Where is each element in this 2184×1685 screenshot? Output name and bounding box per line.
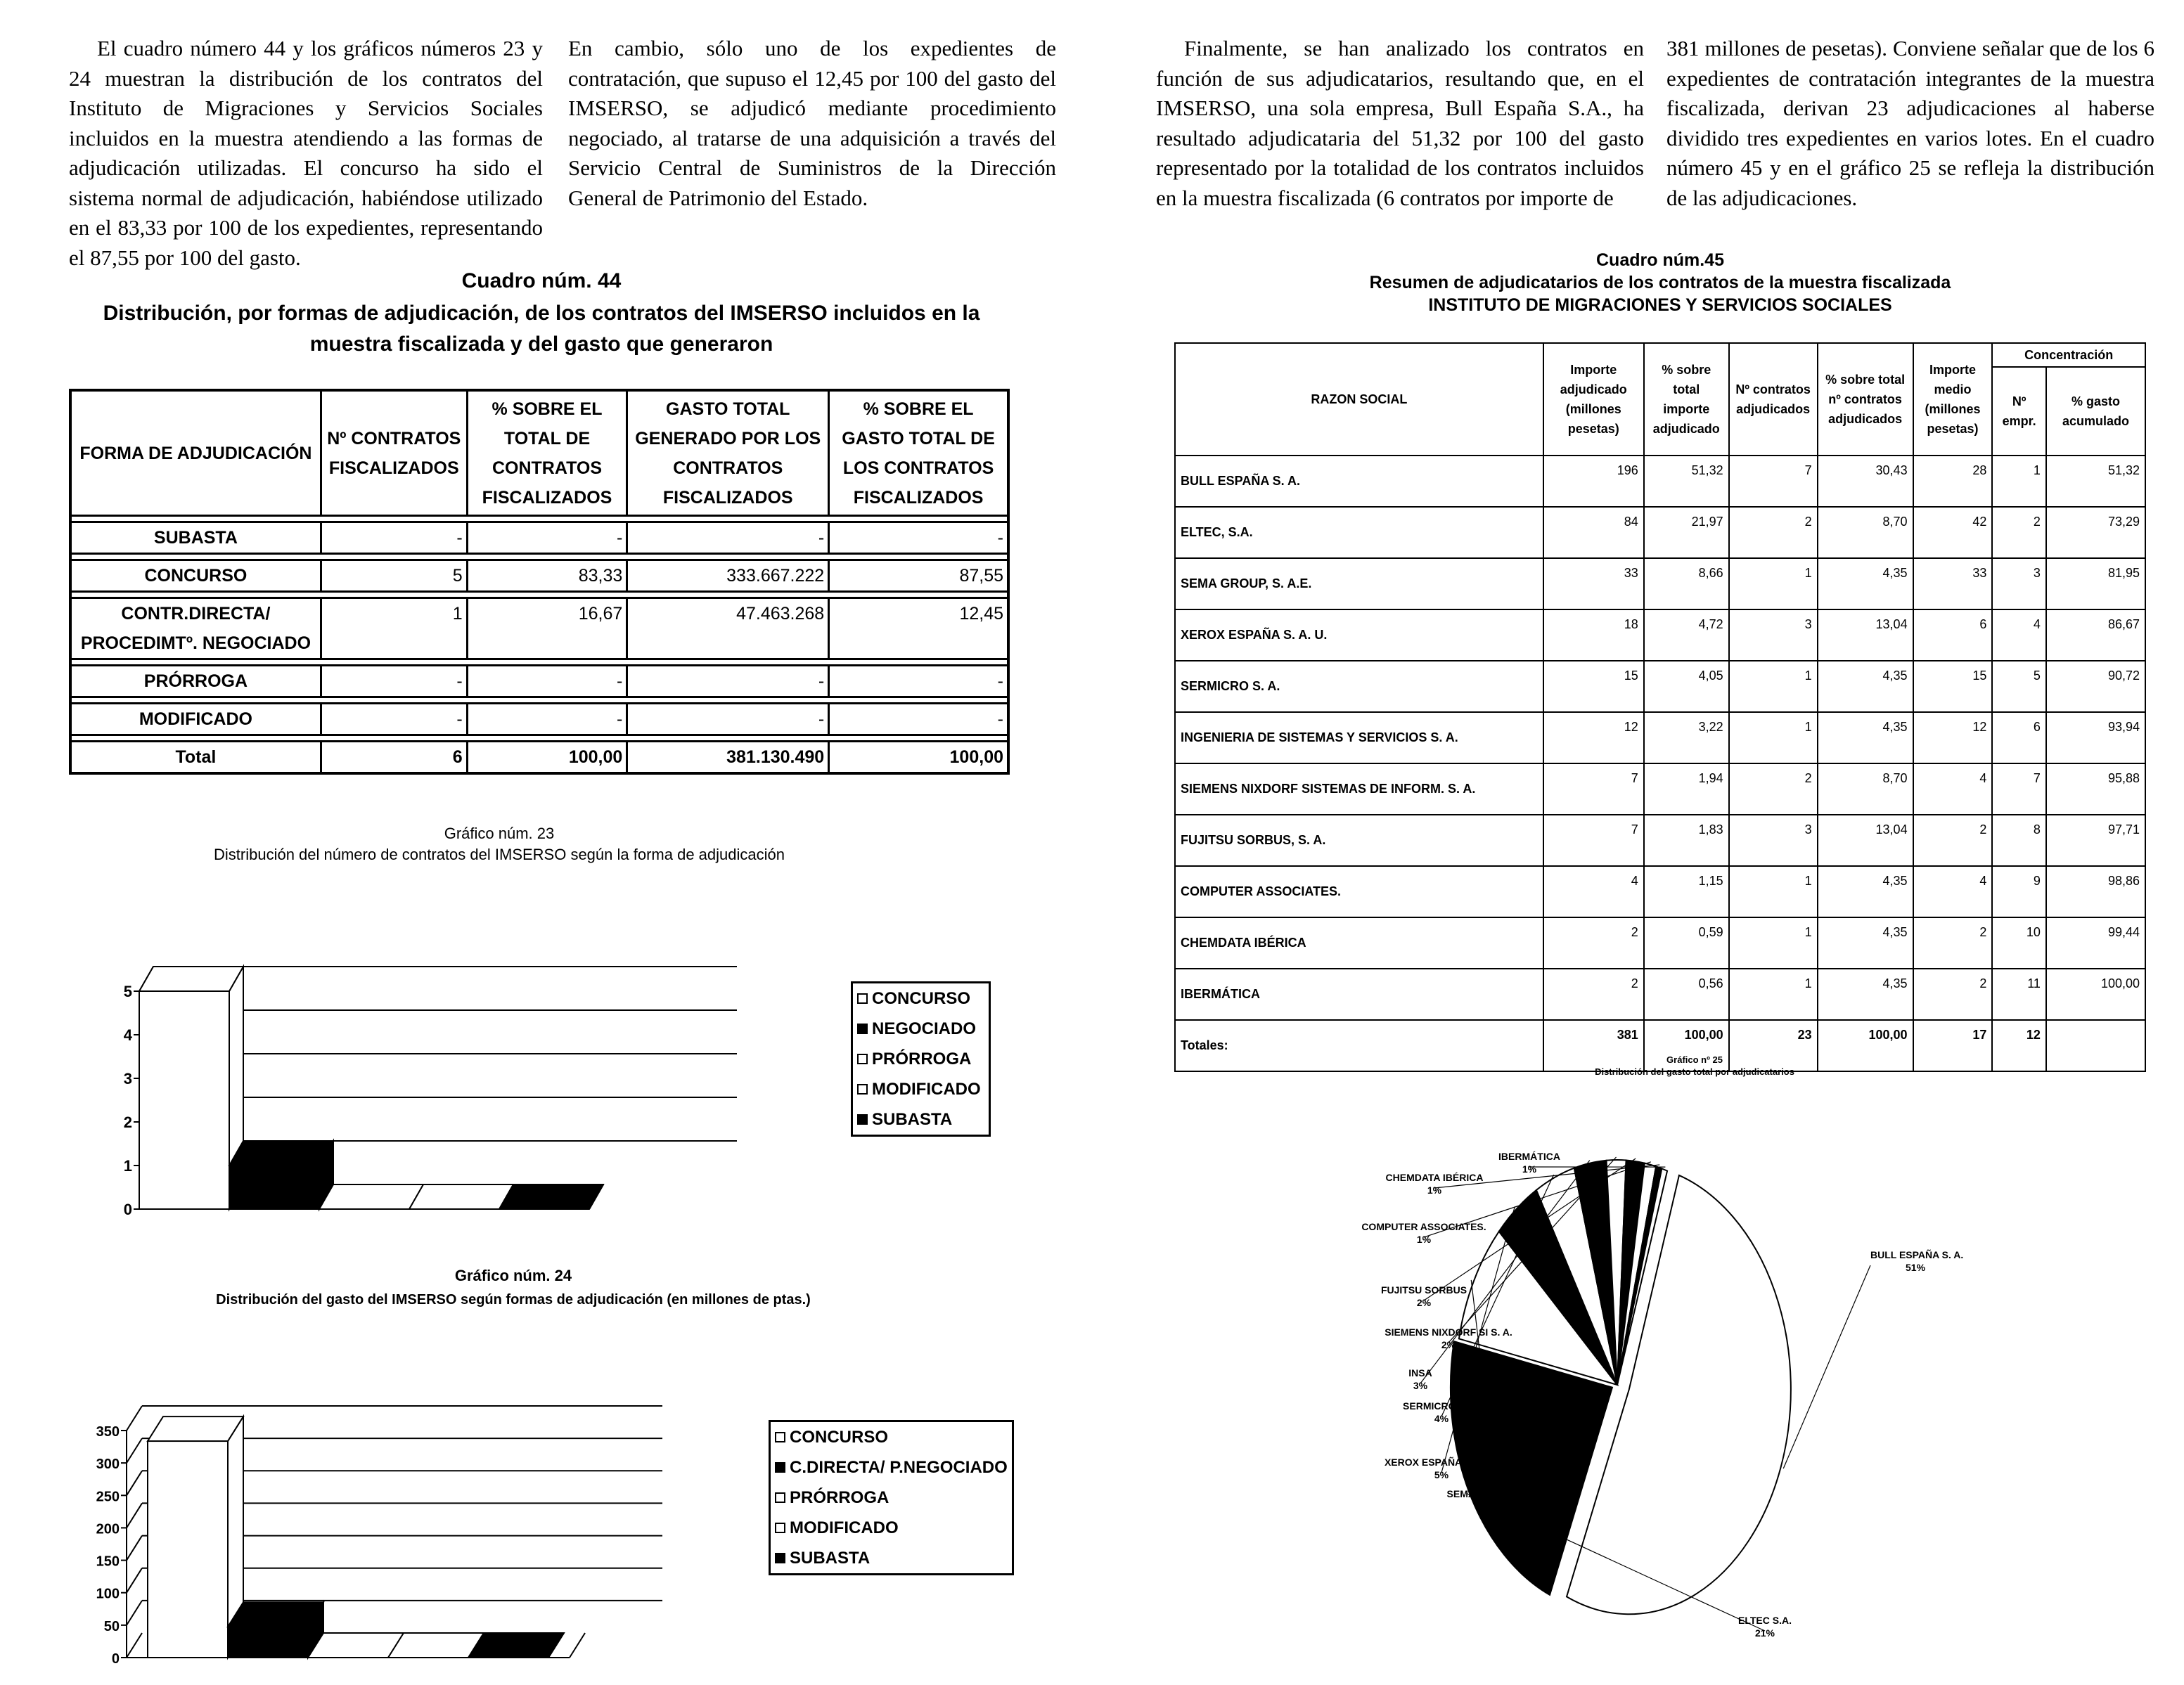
- cuadro45-title: Cuadro núm.45: [1596, 250, 1724, 270]
- cell-gasto: -: [627, 704, 829, 735]
- gridline-depth: [127, 1471, 142, 1495]
- grafico23-chart: [105, 907, 759, 1223]
- cell-forma: SUBASTA: [70, 522, 321, 554]
- pie-percent: 4%: [1434, 1413, 1449, 1424]
- bar-top: [319, 1184, 423, 1209]
- cuadro44-table: [69, 389, 1010, 775]
- cell-n: 7: [1729, 456, 1818, 507]
- y-tick-label: 250: [96, 1489, 120, 1505]
- pie-label: SIEMENS NIXDORF SI S. A.: [1385, 1326, 1512, 1338]
- cell-pct-gasto: -: [829, 704, 1008, 735]
- cell-pctn: 4,35: [1818, 558, 1913, 609]
- cell-nemp: 10: [1992, 917, 2046, 969]
- header-pct-contratos: % sobre total nº contratos adjudicados: [1818, 343, 1913, 456]
- bar-top: [499, 1184, 603, 1209]
- cell-importe: 2: [1543, 917, 1644, 969]
- header-gasto-total: GASTO TOTAL GENERADO POR LOS CONTRATOS FISCALIZADOS: [627, 390, 829, 516]
- grafico25-title: Gráfico nº 25: [1666, 1054, 1723, 1065]
- cell-gasto: -: [627, 522, 829, 554]
- table-row: [70, 522, 1008, 554]
- bar-top: [139, 967, 243, 991]
- cell-acum: 73,29: [2046, 507, 2145, 558]
- header-n-contratos: Nº CONTRATOS FISCALIZADOS: [321, 390, 467, 516]
- header-medio: Importe medio (millones pesetas): [1913, 343, 1993, 456]
- legend-swatch: [857, 1054, 868, 1064]
- legend-swatch: [775, 1432, 785, 1442]
- cell-name: SEMA GROUP, S. A.E.: [1175, 558, 1543, 609]
- legend-item: [771, 1422, 1012, 1452]
- table-row: [1175, 609, 2145, 661]
- gridline-depth: [127, 1568, 142, 1593]
- cell-medio: 17: [1913, 1020, 1993, 1071]
- cell-acum: 97,71: [2046, 815, 2145, 866]
- legend-swatch: [857, 1114, 868, 1125]
- cell-medio: 6: [1913, 609, 1993, 661]
- cell-importe: 2: [1543, 969, 1644, 1020]
- pie-label: SEMA GROUP, S. A.E.: [1446, 1488, 1549, 1499]
- cell-importe: 12: [1543, 712, 1644, 763]
- cell-importe: 7: [1543, 763, 1644, 815]
- cell-n: 3: [1729, 815, 1818, 866]
- legend-item: [853, 1074, 989, 1104]
- y-tick-label: 5: [123, 983, 132, 1000]
- legend-swatch: [857, 1084, 868, 1095]
- cell-forma: CONTR.DIRECTA/ PROCEDIMTº. NEGOCIADO: [70, 598, 321, 659]
- cell-n: 1: [1729, 558, 1818, 609]
- cell-acum: 90,72: [2046, 661, 2145, 712]
- pie-percent: 1%: [1416, 1234, 1432, 1245]
- cell-name: SERMICRO S. A.: [1175, 661, 1543, 712]
- cell-importe: 15: [1543, 661, 1644, 712]
- cuadro45-table: [1174, 342, 2146, 1072]
- y-tick-label: 0: [123, 1201, 132, 1218]
- header-n-contratos: Nº contratos adjudicados: [1729, 343, 1818, 456]
- pie-label: IBERMÁTICA: [1498, 1151, 1560, 1162]
- legend-swatch: [857, 1024, 868, 1034]
- pie-percent: 21%: [1754, 1627, 1775, 1639]
- bar-front: [229, 1166, 319, 1209]
- cell-pct: 1,15: [1644, 866, 1729, 917]
- table-row: [1175, 507, 2145, 558]
- cell-medio: 4: [1913, 866, 1993, 917]
- gridline-depth: [127, 1503, 142, 1528]
- cell-acum: 98,86: [2046, 866, 2145, 917]
- grafico23-title: Gráfico núm. 23: [444, 825, 555, 842]
- cell-name: IBERMÁTICA: [1175, 969, 1543, 1020]
- cell-pct: 100,00: [1644, 1020, 1729, 1071]
- cell-medio: 28: [1913, 456, 1993, 507]
- y-tick-label: 100: [96, 1586, 120, 1602]
- cell-importe: 4: [1543, 866, 1644, 917]
- cell-forma: PRÓRROGA: [70, 666, 321, 697]
- grafico25-chart: [1336, 1139, 2039, 1645]
- pie-label: SERMICRO S. A.: [1403, 1400, 1480, 1412]
- pie-percent: 2%: [1441, 1339, 1456, 1350]
- cell-nemp: 1: [1992, 456, 2046, 507]
- header-forma: FORMA DE ADJUDICACIÓN: [70, 390, 321, 516]
- cell-acum: 86,67: [2046, 609, 2145, 661]
- cell-pctn: 4,35: [1818, 712, 1913, 763]
- cell-nemp: 7: [1992, 763, 2046, 815]
- legend-item: [771, 1543, 1012, 1573]
- cell-acum: 95,88: [2046, 763, 2145, 815]
- legend-swatch: [857, 993, 868, 1004]
- legend-item: [853, 983, 989, 1014]
- cell-nemp: 4: [1992, 609, 2046, 661]
- cuadro44-header-row: [70, 390, 1008, 516]
- table-row: [1175, 456, 2145, 507]
- cell-pctn: 100,00: [1818, 1020, 1913, 1071]
- cell-n: 2: [1729, 507, 1818, 558]
- cell-medio: 2: [1913, 917, 1993, 969]
- cell-nemp: 2: [1992, 507, 2046, 558]
- cell-medio: 2: [1913, 815, 1993, 866]
- table-row: [1175, 866, 2145, 917]
- header-razon: RAZON SOCIAL: [1175, 343, 1543, 456]
- cell-n: 1: [321, 598, 467, 659]
- cell-importe: 84: [1543, 507, 1644, 558]
- y-tick-label: 50: [103, 1618, 120, 1634]
- bar-top: [229, 1141, 333, 1166]
- cell-pct: 3,22: [1644, 712, 1729, 763]
- legend-label: SUBASTA: [872, 1109, 953, 1129]
- cell-name: FUJITSU SORBUS, S. A.: [1175, 815, 1543, 866]
- legend-label: NEGOCIADO: [872, 1019, 977, 1038]
- cell-name: SIEMENS NIXDORF SISTEMAS DE INFORM. S. A.: [1175, 763, 1543, 815]
- cell-pct: 4,05: [1644, 661, 1729, 712]
- pie-label: COMPUTER ASSOCIATES.: [1361, 1221, 1486, 1232]
- cell-acum: 81,95: [2046, 558, 2145, 609]
- cell-name: COMPUTER ASSOCIATES.: [1175, 866, 1543, 917]
- pie-label: XEROX ESPAÑA S. A. U.: [1384, 1457, 1499, 1468]
- cell-gasto: 47.463.268: [627, 598, 829, 659]
- cell-pctn: 8,70: [1818, 507, 1913, 558]
- cell-name: INGENIERIA DE SISTEMAS Y SERVICIOS S. A.: [1175, 712, 1543, 763]
- y-tick-label: 2: [123, 1113, 132, 1131]
- cell-pctn: 4,35: [1818, 866, 1913, 917]
- cell-pct: 0,59: [1644, 917, 1729, 969]
- cell-medio: 2: [1913, 969, 1993, 1020]
- legend-label: SUBASTA: [790, 1548, 871, 1568]
- y-tick-label: 300: [96, 1457, 120, 1473]
- cell-nemp: 8: [1992, 815, 2046, 866]
- y-tick-label: 200: [96, 1521, 120, 1537]
- cell-medio: 33: [1913, 558, 1993, 609]
- header-pct-contratos: % SOBRE EL TOTAL DE CONTRATOS FISCALIZADOS: [467, 390, 627, 516]
- legend-item: [771, 1513, 1012, 1543]
- cell-n: -: [321, 522, 467, 554]
- table-row: [1175, 712, 2145, 763]
- grafico24-subtitle: Distribución del gasto del IMSERSO según formas de adjudicación (en millones de ptas.): [216, 1292, 811, 1308]
- cell-n: 3: [1729, 609, 1818, 661]
- grafico24-legend: [769, 1420, 1014, 1575]
- legend-label: PRÓRROGA: [872, 1049, 972, 1069]
- header-n-empr: Nº empr.: [1992, 367, 2046, 456]
- cell-nemp: 9: [1992, 866, 2046, 917]
- header-pct-importe: % sobre total importe adjudicado: [1644, 343, 1729, 456]
- cell-pct-gasto: 12,45: [829, 598, 1008, 659]
- legend-item: [771, 1483, 1012, 1513]
- cuadro45-subtitle: Resumen de adjudicatarios de los contratos de la muestra fiscalizada: [1369, 273, 1951, 292]
- cell-pctn: 8,70: [1818, 763, 1913, 815]
- cell-acum: 51,32: [2046, 456, 2145, 507]
- pie-label: FUJITSU SORBUS: [1380, 1284, 1467, 1296]
- pie-label: BULL ESPAÑA S. A.: [1870, 1249, 1964, 1260]
- pie-percent: 9%: [1490, 1501, 1505, 1512]
- legend-item: [771, 1452, 1012, 1483]
- cell-pctn: 13,04: [1818, 815, 1913, 866]
- y-tick-label: 150: [96, 1554, 120, 1570]
- y-tick-label: 1: [123, 1157, 132, 1175]
- pie-percent: 1%: [1522, 1163, 1537, 1175]
- table-row: [70, 598, 1008, 659]
- header-pct-acum: % gasto acumulado: [2046, 367, 2145, 456]
- bar-top: [228, 1602, 323, 1627]
- y-tick-label: 3: [123, 1070, 132, 1087]
- cell-n: 6: [321, 742, 467, 774]
- cuadro44-title: Cuadro núm. 44: [461, 269, 622, 292]
- cell-forma: MODIFICADO: [70, 704, 321, 735]
- cell-pct: -: [467, 666, 627, 697]
- legend-label: PRÓRROGA: [790, 1487, 889, 1507]
- table-row: [1175, 661, 2145, 712]
- legend-label: CONCURSO: [872, 988, 971, 1008]
- cell-n: 1: [1729, 866, 1818, 917]
- cell-pctn: 13,04: [1818, 609, 1913, 661]
- bar-top: [468, 1633, 564, 1658]
- cell-name: XEROX ESPAÑA S. A. U.: [1175, 609, 1543, 661]
- cell-n: 1: [1729, 712, 1818, 763]
- cell-pctn: 4,35: [1818, 969, 1913, 1020]
- cell-importe: 18: [1543, 609, 1644, 661]
- cell-acum: 93,94: [2046, 712, 2145, 763]
- legend-label: C.DIRECTA/ P.NEGOCIADO: [790, 1457, 1008, 1477]
- legend-item: [853, 1014, 989, 1044]
- cuadro45-header-row: [1175, 343, 2145, 367]
- cell-pct-gasto: -: [829, 522, 1008, 554]
- cell-n: 23: [1729, 1020, 1818, 1071]
- text-column-2: En cambio, sólo uno de los expedientes de contratación, que supuso el 12,45 por 100 del gasto del IMSERSO, se adjudicó mediante procedimiento negociado, al tratarse de una adquisición a través del Servicio Central de Suministros de la Dirección General de Patrimonio del Estado.: [568, 36, 1056, 210]
- cell-pct: -: [467, 522, 627, 554]
- cell-acum: [2046, 1020, 2145, 1071]
- gridline-depth: [127, 1536, 142, 1561]
- cell-pct: 0,56: [1644, 969, 1729, 1020]
- bar-front: [148, 1441, 228, 1658]
- text-column-4: 381 millones de pesetas). Conviene señalar que de los 6 expedientes de contratación integrantes de la muestra fiscalizada, derivan 23 adjudicaciones al haberse dividido tres expedientes en varios lotes. En el cuadro número 45 y en el gráfico 25 se refleja la distribución de las adjudicaciones.: [1666, 36, 2154, 210]
- cell-pct: 51,32: [1644, 456, 1729, 507]
- table-row: [1175, 917, 2145, 969]
- cell-pct: 8,66: [1644, 558, 1729, 609]
- cell-n: 1: [1729, 969, 1818, 1020]
- gridline-depth: [127, 1601, 142, 1625]
- legend-label: CONCURSO: [790, 1427, 889, 1447]
- header-pct-gasto: % SOBRE EL GASTO TOTAL DE LOS CONTRATOS FISCALIZADOS: [829, 390, 1008, 516]
- table-row: [70, 704, 1008, 735]
- cell-pctn: 30,43: [1818, 456, 1913, 507]
- cell-pct: 100,00: [467, 742, 627, 774]
- cell-medio: 12: [1913, 712, 1993, 763]
- legend-item: [853, 1044, 989, 1074]
- pie-label: INSA: [1408, 1367, 1432, 1379]
- cell-n: -: [321, 704, 467, 735]
- y-tick-label: 350: [96, 1424, 120, 1440]
- bar-top: [409, 1184, 513, 1209]
- legend-swatch: [775, 1462, 785, 1473]
- cell-medio: 42: [1913, 507, 1993, 558]
- cell-pct: 83,33: [467, 560, 627, 592]
- grafico24-chart: [91, 1350, 710, 1666]
- table-row: [1175, 558, 2145, 609]
- pie-percent: 2%: [1416, 1297, 1432, 1308]
- text-column-3: Finalmente, se han analizado los contratos en función de sus adjudicatarios, resultando que, en el IMSERSO, una sola empresa, Bull España S.A., ha resultado adjudicataria del 51,32 por 100 del gasto representado por la totalidad de los contratos incluidos en la muestra fiscalizada (6 contratos por importe de: [1156, 36, 1644, 210]
- pie-percent: 1%: [1427, 1184, 1442, 1196]
- legend-swatch: [775, 1492, 785, 1503]
- pie-label: CHEMDATA IBÉRICA: [1385, 1172, 1484, 1183]
- gridline-depth: [127, 1406, 142, 1431]
- legend-label: MODIFICADO: [872, 1079, 981, 1099]
- legend-item: [853, 1104, 989, 1135]
- cell-medio: 4: [1913, 763, 1993, 815]
- cell-importe: 7: [1543, 815, 1644, 866]
- cell-gasto: 381.130.490: [627, 742, 829, 774]
- bar-top: [308, 1633, 404, 1658]
- cell-name: BULL ESPAÑA S. A.: [1175, 456, 1543, 507]
- pie-percent: 3%: [1413, 1380, 1428, 1391]
- bar-top: [148, 1416, 243, 1441]
- cell-pct-gasto: 87,55: [829, 560, 1008, 592]
- legend-label: MODIFICADO: [790, 1518, 899, 1537]
- grafico23-legend: [851, 981, 991, 1137]
- cell-forma: Total: [70, 742, 321, 774]
- cell-importe: 381: [1543, 1020, 1644, 1071]
- grafico24-title: Gráfico núm. 24: [454, 1267, 572, 1284]
- cell-gasto: -: [627, 666, 829, 697]
- cell-importe: 196: [1543, 456, 1644, 507]
- cell-n: 2: [1729, 763, 1818, 815]
- cell-n: 1: [1729, 661, 1818, 712]
- table-total-row: [70, 742, 1008, 774]
- pie-percent: 5%: [1434, 1469, 1449, 1480]
- cell-pct-gasto: 100,00: [829, 742, 1008, 774]
- cuadro45-institution: INSTITUTO DE MIGRACIONES Y SERVICIOS SOCIALES: [1428, 295, 1892, 315]
- cell-pct: 4,72: [1644, 609, 1729, 661]
- cell-gasto: 333.667.222: [627, 560, 829, 592]
- cell-nemp: 11: [1992, 969, 2046, 1020]
- table-row: [70, 560, 1008, 592]
- cell-n: 5: [321, 560, 467, 592]
- table-row: [1175, 763, 2145, 815]
- header-importe: Importe adjudicado (millones pesetas): [1543, 343, 1644, 456]
- pie-label: ELTEC S.A.: [1738, 1615, 1792, 1626]
- cuadro44-subtitle: Distribución, por formas de adjudicación, de los contratos del IMSERSO incluidos en la muestra fiscalizada y del gasto que generaron: [103, 302, 980, 356]
- grafico23-subtitle: Distribución del número de contratos del IMSERSO según la forma de adjudicación: [214, 846, 785, 863]
- cell-pct: 16,67: [467, 598, 627, 659]
- table-row: [1175, 969, 2145, 1020]
- pie-percent: 51%: [1906, 1262, 1926, 1273]
- table-row: [1175, 815, 2145, 866]
- cell-medio: 15: [1913, 661, 1993, 712]
- cell-pct-gasto: -: [829, 666, 1008, 697]
- cell-name: Totales:: [1175, 1020, 1543, 1071]
- bar-front: [139, 991, 229, 1209]
- table-row: [70, 666, 1008, 697]
- cell-forma: CONCURSO: [70, 560, 321, 592]
- gridline-depth: [127, 1438, 142, 1463]
- cell-pct: 21,97: [1644, 507, 1729, 558]
- cell-acum: 100,00: [2046, 969, 2145, 1020]
- cell-pctn: 4,35: [1818, 917, 1913, 969]
- text-column-1: El cuadro número 44 y los gráficos números 23 y 24 muestran la distribución de los contratos del Instituto de Migraciones y Servicios Sociales incluidos en la muestra atendiendo a las formas de adjudicación utilizadas. El concurso ha sido el sistema normal de adjudicación, habiéndose utilizado en el 83,33 por 100 de los expedientes, representando el 87,55 por 100 del gasto.: [69, 36, 543, 270]
- cell-pctn: 4,35: [1818, 661, 1913, 712]
- cell-importe: 33: [1543, 558, 1644, 609]
- x-axis-depth: [570, 1633, 585, 1658]
- cell-name: CHEMDATA IBÉRICA: [1175, 917, 1543, 969]
- cell-n: -: [321, 666, 467, 697]
- legend-swatch: [775, 1523, 785, 1533]
- cell-pct: -: [467, 704, 627, 735]
- y-tick-label: 4: [123, 1026, 132, 1044]
- cell-acum: 99,44: [2046, 917, 2145, 969]
- y-tick-label: 0: [111, 1651, 120, 1666]
- cell-n: 1: [1729, 917, 1818, 969]
- cell-nemp: 5: [1992, 661, 2046, 712]
- legend-swatch: [775, 1553, 785, 1563]
- bar-top: [388, 1633, 484, 1658]
- cell-nemp: 12: [1992, 1020, 2046, 1071]
- bar-front: [228, 1627, 308, 1658]
- cell-nemp: 6: [1992, 712, 2046, 763]
- grafico25-subtitle: Distribución del gasto total por adjudicatarios: [1595, 1066, 1794, 1077]
- cell-pct: 1,94: [1644, 763, 1729, 815]
- pie-leader: [1783, 1265, 1870, 1468]
- header-concentracion: Concentración: [1992, 343, 2145, 367]
- cell-pct: 1,83: [1644, 815, 1729, 866]
- cell-name: ELTEC, S.A.: [1175, 507, 1543, 558]
- gridline-depth: [127, 1633, 142, 1658]
- cell-nemp: 3: [1992, 558, 2046, 609]
